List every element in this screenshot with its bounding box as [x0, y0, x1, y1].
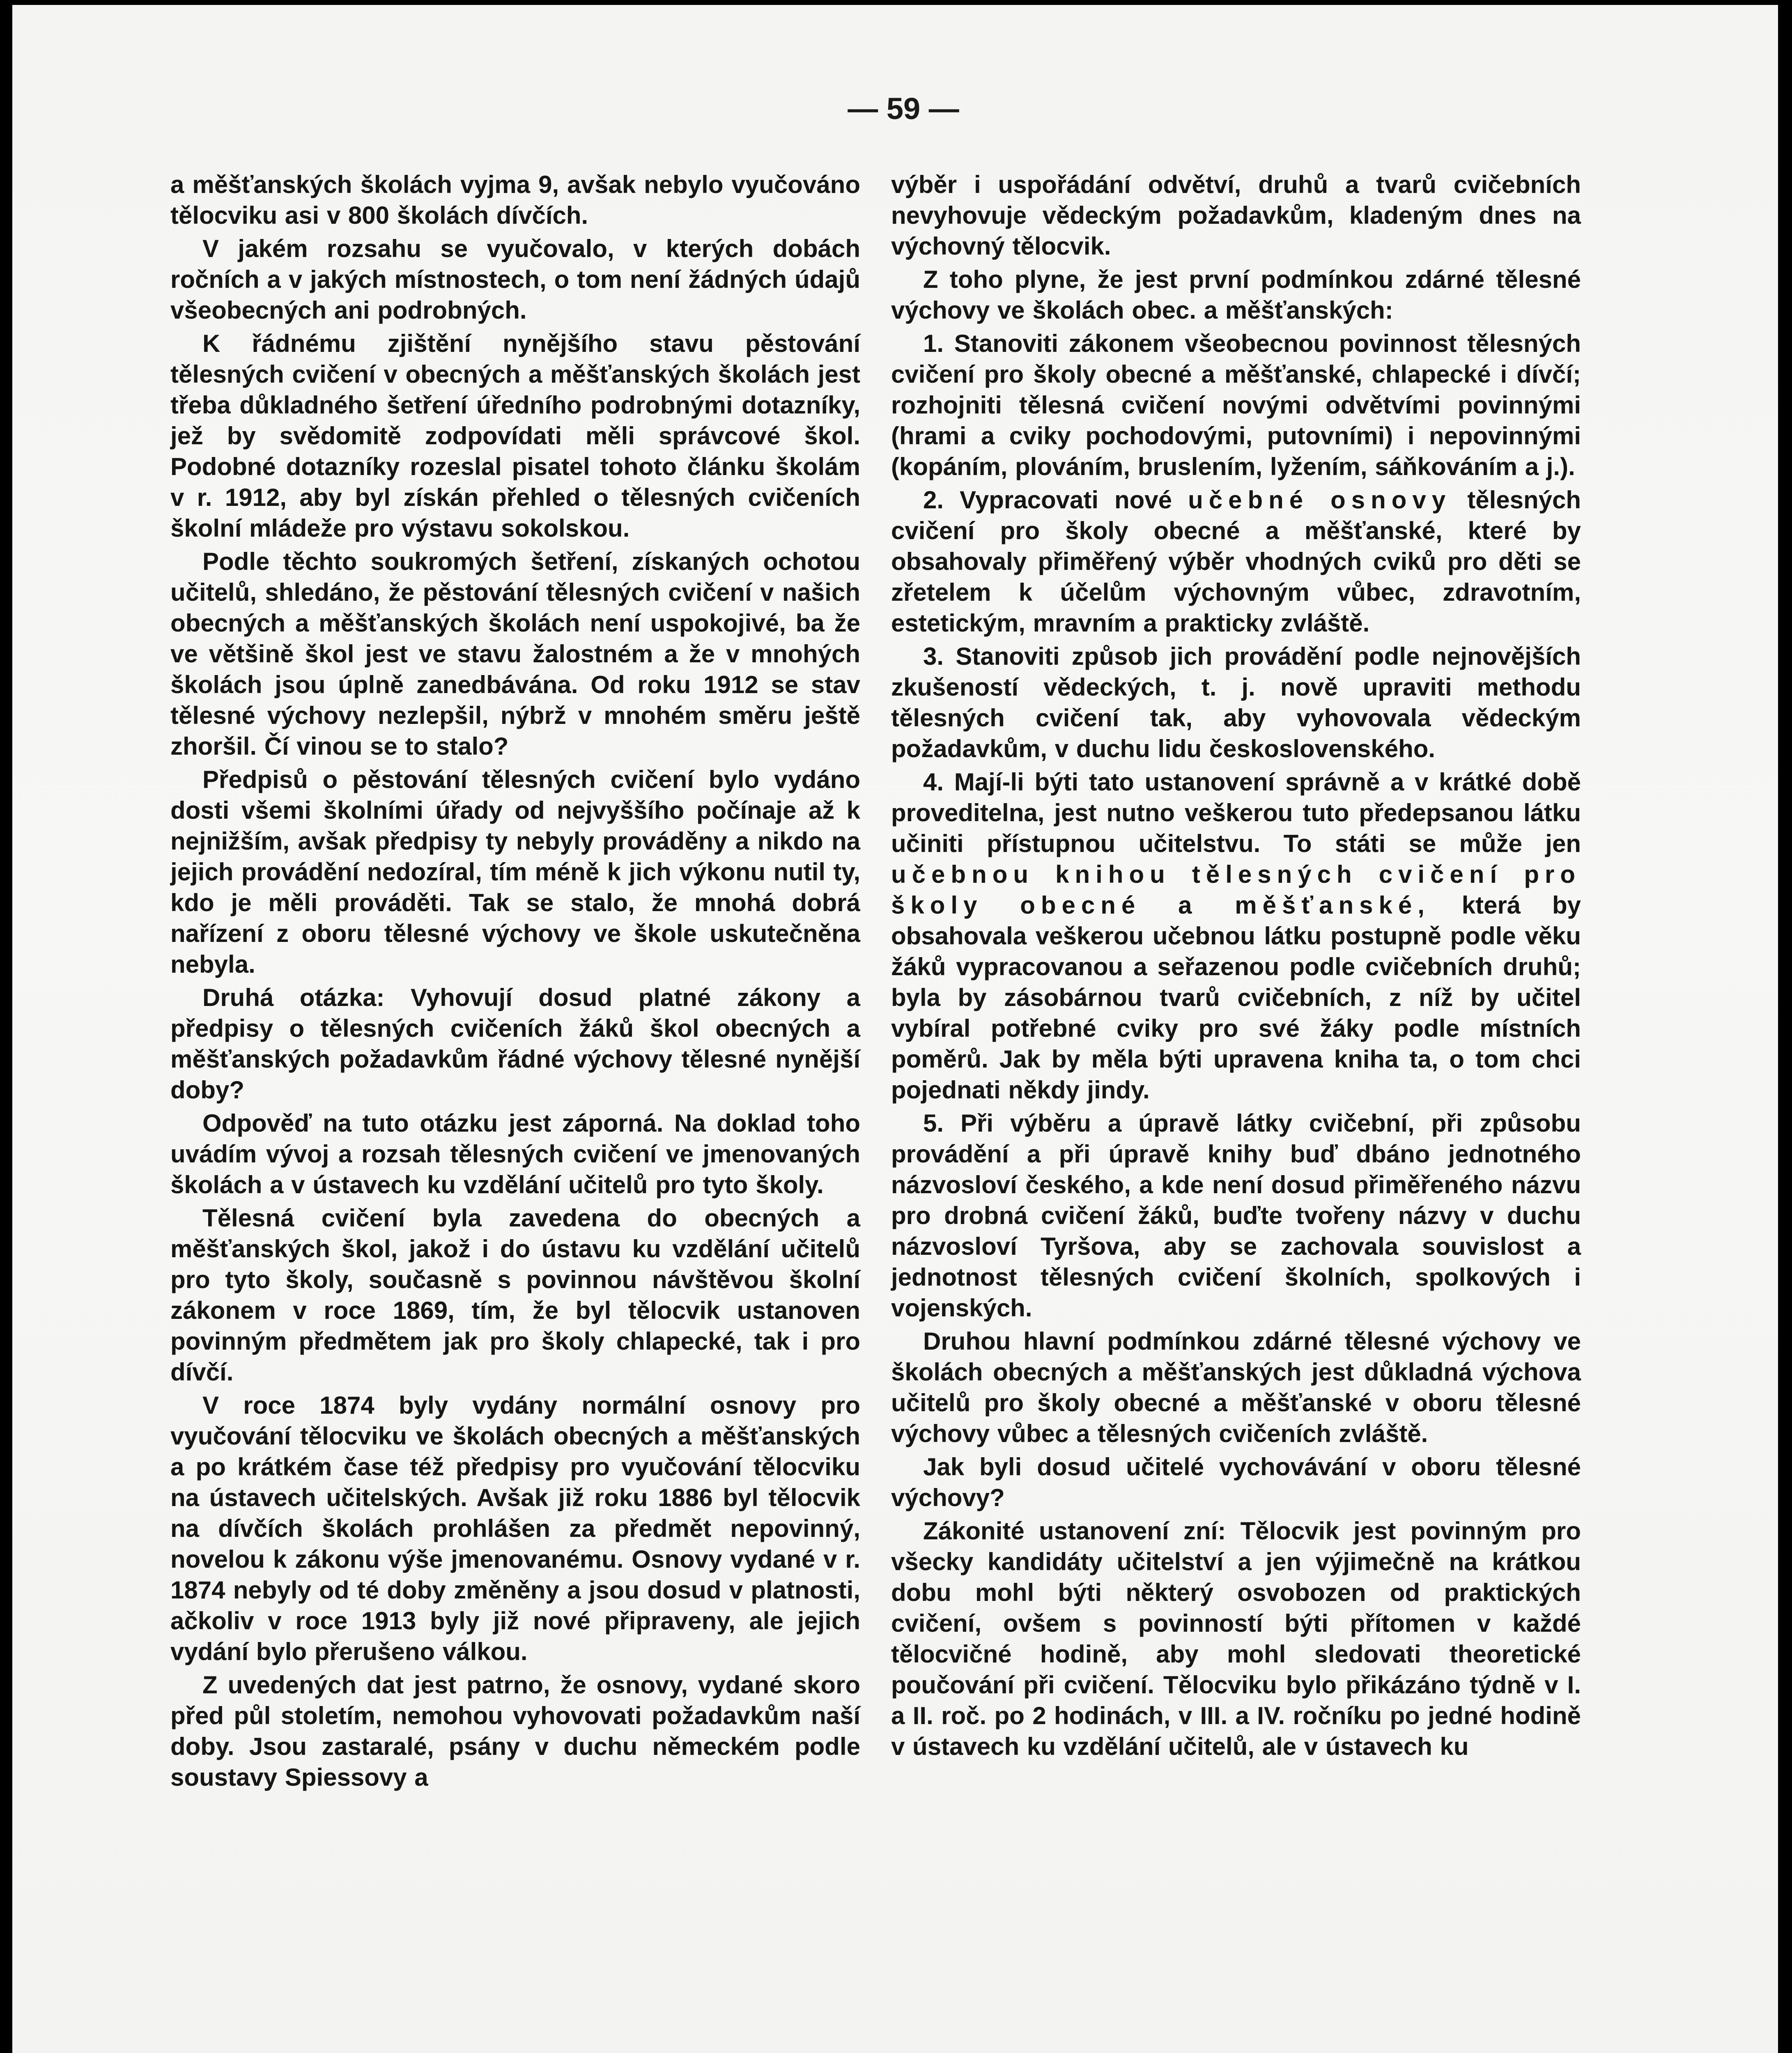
list-item: 3. Stanoviti způsob jich provádění podle nejnovějších zkušeností vědeckých, t. j. nově upraviti methodu tělesných cvičení tak, aby vyhovovala vědeckým požadavkům, v duchu lidu československého.: [891, 643, 1581, 762]
emphasized-term: učebnou knihou tělesných cvičení pro školy obecné a měšťanské,: [891, 861, 1581, 919]
paragraph: Druhou hlavní podmínkou zdárné tělesné výchovy ve školách obecných a měšťanských jest důkladná výchova učitelů pro školy obecné a měšťanské v oboru tělesné výchovy vůbec a tělesných cvičeních zvláště.: [891, 1327, 1581, 1447]
text-run: 4. Mají-li býti tato ustanovení správně a v krátké době proveditelna, jest nutno veškerou tuto předepsanou látku učiniti přístupnou učitelstvu. To státi se může jen: [891, 768, 1581, 857]
right-column: [891, 169, 1581, 2053]
paragraph: Předpisů o pěstování tělesných cvičení bylo vydáno dosti všemi školními úřady od nejvyššího počínaje až k nejnižším, avšak předpisy ty nebyly prováděny a nikdo na jejich provádění nedozíral, tím méně k jich výkonu nutil ty, kdo je měli prováděti. Tak se stalo, že mnohá dobrá nařízení z oboru tělesné výchovy ve škole uskutečněna nebyla.: [170, 766, 860, 978]
paragraph: V jakém rozsahu se vyučovalo, v kterých dobách ročních a v jakých místnostech, o tom není žádných údajů všeobecných ani podrobných.: [170, 235, 860, 324]
page-number: — 59 —: [848, 92, 959, 126]
left-column: [170, 169, 860, 2053]
list-item: 5. Při výběru a úpravě látky cvičební, při způsobu provádění a při úpravě knihy buď dbáno jednotného názvosloví českého, a kde není dosud přiměřeného názvu pro drobná cvičení žáků, buďte tvořeny názvy v duchu názvosloví Tyršova, aby se zachovala souvislost a jednotnost tělesných cvičení školních, spolkových i vojenských.: [891, 1109, 1581, 1322]
document-page: [12, 5, 1778, 2053]
text-run: tělesných cvičení pro školy obecné a měšťanské, které by obsahovaly přiměřený výběr vhodných cviků pro děti se zřetelem k účelům výchovným vůbec, zdravotním, estetickým, mravním a prakticky zvláště.: [891, 486, 1581, 637]
paragraph: Z uvedených dat jest patrno, že osnovy, vydané skoro před půl stoletím, nemohou vyhovovati požadavkům naší doby. Jsou zastaralé, psány v duchu německém podle soustavy Spiessovy a: [170, 1671, 860, 1791]
list-item: 1. Stanoviti zákonem všeobecnou povinnost tělesných cvičení pro školy obecné a měšťanské, chlapecké i dívčí; rozhojniti tělesná cvičení novými odvětvími povinnými (hrami a cviky pochodovými, putovními) i nepovinnými (kopáním, plováním, bruslením, lyžením, sáňkováním a j.).: [891, 330, 1581, 480]
paragraph: Zákonité ustanovení zní: Tělocvik jest povinným pro všecky kandidáty učitelství a jen výjimečně na krátkou dobu mohl býti některý osvobozen od praktických cvičení, ovšem s povinností býti přítomen v každé tělocvičné hodině, aby mohl sledovati theoretické poučování při cvičení. Tělocviku bylo přikázáno týdně v I. a II. roč. po 2 hodinách, v III. a IV. ročníku po jedné hodině v ústavech ku vzdělání učitelů, ale v ústavech ku: [891, 1517, 1581, 1760]
paragraph: Podle těchto soukromých šetření, získaných ochotou učitelů, shledáno, že pěstování tělesných cvičení v našich obecných a měšťanských školách není uspokojivé, ba že ve většině škol jest ve stavu žalostném a že v mnohých školách jsou úplně zanedbávána. Od roku 1912 se stav tělesné výchovy nezlepšil, nýbrž v mnohém směru ještě zhoršil. Čí vinou se to stalo?: [170, 548, 860, 760]
text-run: která by obsahovala veškerou učebnou látku postupně podle věku žáků vypracovanou a seřazenou podle cvičebních druhů; byla by zásobárnou tvarů cvičebních, z níž by učitel vybíral potřebné cviky pro své žáky podle místních poměrů. Jak by měla býti upravena kniha ta, o tom chci pojednati někdy jindy.: [891, 891, 1581, 1104]
list-item: [891, 767, 1581, 1105]
paragraph: V roce 1874 byly vydány normální osnovy pro vyučování tělocviku ve školách obecných a měšťanských a po krátkém čase též předpisy pro vyučování tělocviku na ústavech učitelských. Avšak již roku 1886 byl tělocvik na dívčích školách prohlášen za předmět nepovinný, novelou k zákonu výše jmenovanému. Osnovy vydané v r. 1874 nebyly od té doby změněny a jsou dosud v platnosti, ačkoliv v roce 1913 byly již nové připraveny, ale jejich vydání bylo přerušeno válkou.: [170, 1392, 860, 1665]
paragraph: a měšťanských školách vyjma 9, avšak nebylo vyučováno tělocviku asi v 800 školách dívčích.: [170, 171, 860, 229]
emphasized-term: učebné osnovy: [1188, 486, 1452, 514]
paragraph: Z toho plyne, že jest první podmínkou zdárné tělesné výchovy ve školách obec. a měšťanských:: [891, 266, 1581, 324]
paragraph: Tělesná cvičení byla zavedena do obecných a měšťanských škol, jakož i do ústavu ku vzdělání učitelů pro tyto školy, současně s povinnou návštěvou školní zákonem v roce 1869, tím, že byl tělocvik ustanoven povinným předmětem jak pro školy chlapecké, tak i pro dívčí.: [170, 1204, 860, 1386]
paragraph: Jak byli dosud učitelé vychovávání v oboru tělesné výchovy?: [891, 1453, 1581, 1511]
paragraph: výběr i uspořádání odvětví, druhů a tvarů cvičebních nevyhovuje vědeckým požadavkům, kladeným dnes na výchovný tělocvik.: [891, 171, 1581, 260]
text-run: 2. Vypracovati nové: [923, 486, 1172, 514]
list-item: [891, 485, 1581, 638]
paragraph: Druhá otázka: Vyhovují dosud platné zákony a předpisy o tělesných cvičeních žáků škol obecných a měšťanských požadavkům řádné výchovy tělesné nynější doby?: [170, 984, 860, 1104]
paragraph: K řádnému zjištění nynějšího stavu pěstování tělesných cvičení v obecných a měšťanských školách jest třeba důkladného šetření úředního podrobnými dotazníky, jež by svědomitě zodpovídati měli správcové škol. Podobné dotazníky rozeslal pisatel tohoto článku školám v r. 1912, aby byl získán přehled o tělesných cvičeních školní mládeže pro výstavu sokolskou.: [170, 330, 860, 542]
paragraph: Odpověď na tuto otázku jest záporná. Na doklad toho uvádím vývoj a rozsah tělesných cvičení ve jmenovaných školách a v ústavech ku vzdělání učitelů pro tyto školy.: [170, 1109, 860, 1199]
